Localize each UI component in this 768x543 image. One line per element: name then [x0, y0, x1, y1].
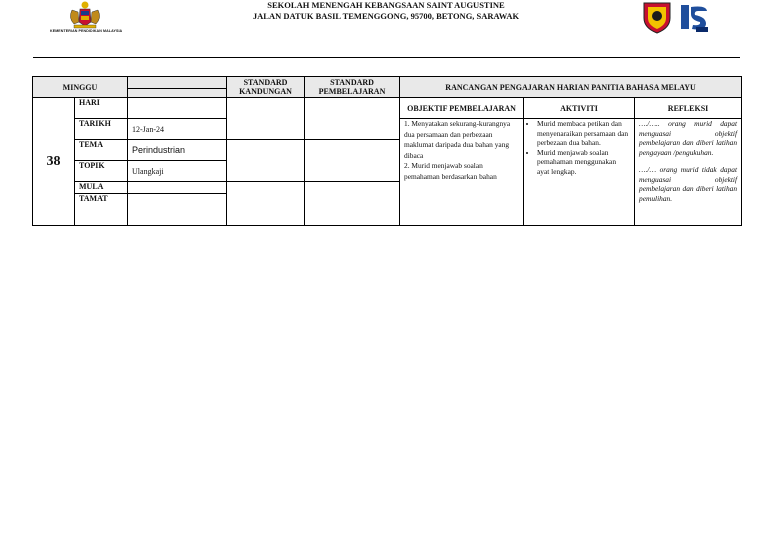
ministry-label: KEMENTERIAN PENDIDIKAN MALAYSIA	[50, 29, 123, 33]
sp-cell-1	[305, 98, 400, 140]
refleksi-1: …./….. orang murid dapat menguasai objektif pembelajaran dan diberi latihan pengayaan /pengukuhan.	[639, 119, 738, 157]
school-name: SEKOLAH MENENGAH KEBANGSAAN SAINT AUGUSTINE	[267, 0, 505, 10]
objektif-2: 2. Murid menjawab soalan pemahaman berdasarkan bahan	[404, 161, 497, 181]
header-rule	[33, 57, 740, 58]
topik-value: Ulangkaji	[128, 161, 227, 182]
school-heading	[200, 0, 572, 22]
hari-value	[128, 98, 227, 119]
school-address: JALAN DATUK BASIL TEMENGGONG, 95700, BETONG, SARAWAK	[252, 11, 520, 21]
tamat-label: TAMAT	[75, 194, 128, 226]
sp-cell-3	[305, 182, 400, 226]
aktiviti-2: • Murid menjawab soalan pemahaman menggunakan ayat lengkap.	[537, 148, 630, 177]
aktiviti-header: AKTIVITI	[524, 98, 635, 119]
topik-label: TOPIK	[75, 161, 128, 182]
tamat-value	[128, 194, 227, 226]
hari-label: HARI	[75, 98, 128, 119]
week-number: 38	[33, 98, 75, 226]
lesson-plan-table	[32, 76, 742, 226]
refleksi-2: …./… orang murid tidak dapat menguasai objektif pembelajaran dan diberi latihan pemulihan.	[639, 165, 738, 203]
minggu-header: MINGGU	[33, 77, 128, 98]
objektif-1: 1. Menyatakan sekurang-kurangnya dua persamaan dan perbezaan maklumat daripada dua bahan yang dibaca	[404, 119, 511, 160]
tema-label: TEMA	[75, 140, 128, 161]
sk-cell-2	[227, 140, 305, 182]
page-header	[0, 0, 768, 60]
sk-cell-1	[227, 98, 305, 140]
mula-value	[128, 182, 227, 194]
aktiviti-1: • Murid membaca petikan dan menyenaraikan persamaan dan perbezaan dua bahan.	[537, 119, 630, 148]
mula-label: MULA	[75, 182, 128, 194]
objektif-cell	[400, 119, 524, 226]
aktiviti-list	[528, 119, 630, 176]
rph-header: RANCANGAN PENGAJARAN HARIAN PANITIA BAHASA MELAYU	[400, 77, 742, 98]
sk-cell-3	[227, 182, 305, 226]
tarikh-label: TARIKH	[75, 119, 128, 140]
aktiviti-cell	[524, 119, 635, 226]
objektif-header: OBJEKTIF PEMBELAJARAN	[400, 98, 524, 119]
standard-kandungan-header: STANDARD KANDUNGAN	[227, 77, 305, 98]
sp-cell-2	[305, 140, 400, 182]
refleksi-header: REFLEKSI	[635, 98, 742, 119]
blank-header-cell	[128, 77, 227, 98]
sekolah-logo-icon	[678, 1, 710, 33]
tarikh-value: 12-Jan-24	[128, 119, 227, 140]
malaysia-coat-of-arms-icon	[60, 0, 110, 30]
standard-pembelajaran-header: STANDARD PEMBELAJARAN	[305, 77, 400, 98]
tema-value: Perindustrian	[128, 140, 227, 161]
refleksi-cell	[635, 119, 742, 226]
school-shield-logo-icon	[642, 0, 672, 34]
